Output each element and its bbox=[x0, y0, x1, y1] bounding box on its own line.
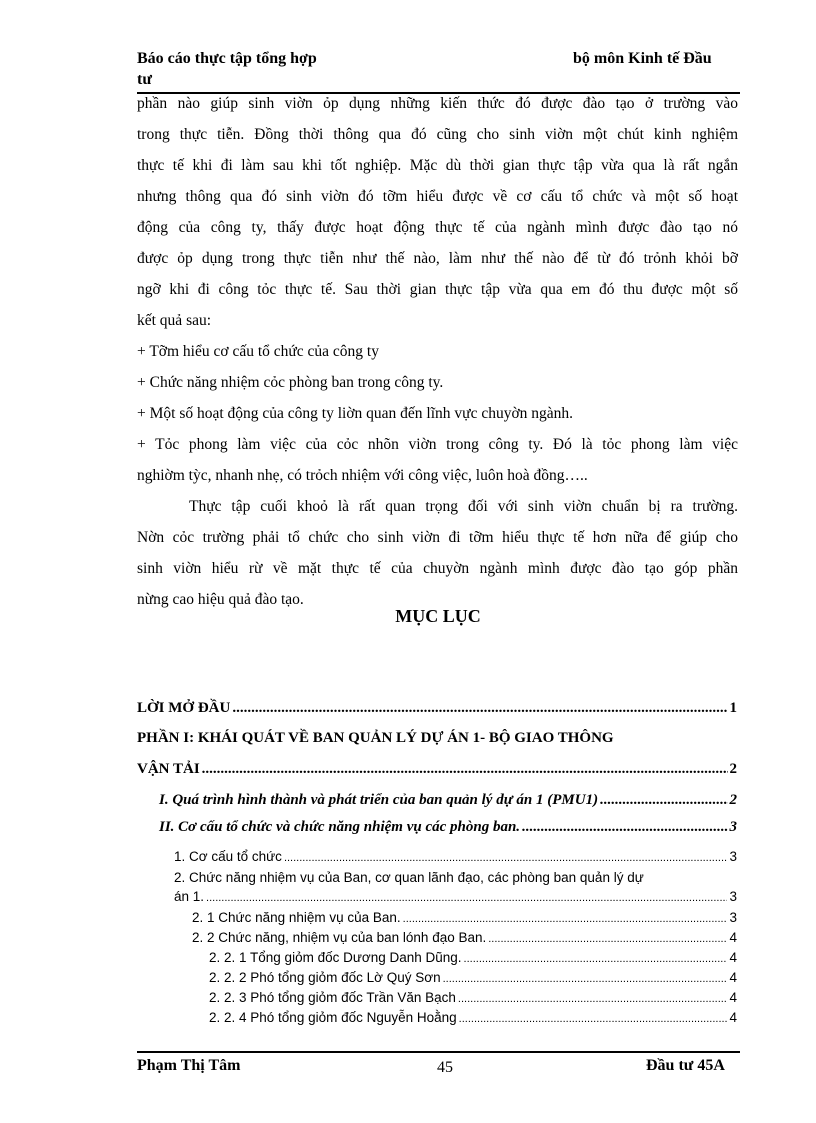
toc-page-number: 4 bbox=[729, 950, 737, 965]
header-rule bbox=[137, 92, 740, 94]
toc-leader bbox=[464, 950, 728, 965]
footer-rule bbox=[137, 1051, 740, 1053]
toc-entry-label-line1: 2. Chức năng nhiệm vụ của Ban, cơ quan lãnh đạo, các phòng ban quản lý dự bbox=[174, 870, 644, 885]
toc-title: MỤC LỤC bbox=[395, 606, 481, 626]
toc-page-number: 4 bbox=[729, 930, 737, 945]
list-item: + Một số hoạt động của công ty liờn quan đến lĩnh vực chuyờn ngành. bbox=[137, 405, 574, 422]
text-line: Nờn cỏc trường phải tổ chức cho sinh viờn đi tỡm hiểu thực tế hơn nữa để giúp cho bbox=[137, 529, 738, 546]
toc-entry[interactable] bbox=[174, 849, 737, 864]
text-line: được ỏp dụng trong thực tiễn như thế nào, làm như thế nào để từ đó trỏnh khỏi bỡ bbox=[137, 250, 738, 267]
toc-page-number: 4 bbox=[729, 970, 737, 985]
toc-leader bbox=[443, 970, 728, 985]
list-item: + Chức năng nhiệm cỏc phòng ban trong công ty. bbox=[137, 374, 444, 391]
toc-entry-label: 2. 1 Chức năng nhiệm vụ của Ban. bbox=[192, 910, 401, 925]
toc-entry-label: 2. 2. 4 Phó tổng giỏm đốc Nguyễn Hoằng bbox=[209, 1010, 457, 1025]
footer-class: Đầu tư 45A bbox=[646, 1057, 725, 1074]
toc-page-number: 3 bbox=[729, 849, 737, 864]
toc-page-number: 3 bbox=[729, 910, 737, 925]
toc-entry-label: 2. 2 Chức năng, nhiệm vụ của ban lónh đạo Ban. bbox=[192, 930, 487, 945]
toc-page-number: 4 bbox=[729, 1010, 737, 1025]
toc-entry-label: 2. 2. 3 Phó tổng giỏm đốc Trần Văn Bạch bbox=[209, 990, 456, 1005]
toc-page-number: 2 bbox=[729, 761, 737, 777]
toc-page-number: 3 bbox=[729, 819, 737, 835]
toc-leader bbox=[403, 910, 728, 925]
toc-entry-label: 1. Cơ cấu tổ chức bbox=[174, 849, 282, 864]
text-line: phần nào giúp sinh viờn ỏp dụng những kiến thức đó được đào tạo ở trường vào bbox=[137, 95, 738, 112]
text-line: sinh viờn hiểu rừ về mặt thực tế của chuyờn ngành mình được đào tạo góp phần bbox=[137, 560, 738, 577]
toc-entry[interactable] bbox=[209, 990, 737, 1005]
toc-leader bbox=[206, 889, 727, 904]
text-line: kết quả sau: bbox=[137, 312, 212, 329]
toc-leader bbox=[232, 700, 727, 717]
toc-entry[interactable] bbox=[137, 700, 737, 717]
toc-leader bbox=[459, 1010, 728, 1025]
toc-leader bbox=[202, 761, 728, 778]
toc-entry[interactable] bbox=[137, 761, 737, 778]
text-line: nhưng thông qua đó sinh viờn đó tỡm hiểu được về cơ cấu tổ chức và một số hoạt bbox=[137, 188, 738, 205]
toc-leader bbox=[284, 849, 728, 864]
text-line: nừng cao hiệu quả đào tạo. bbox=[137, 591, 304, 608]
toc-leader bbox=[600, 792, 727, 809]
list-item: + Tỡm hiểu cơ cấu tổ chức của công ty bbox=[137, 343, 379, 360]
toc-page-number: 4 bbox=[729, 990, 737, 1005]
toc-entry[interactable] bbox=[192, 910, 737, 925]
toc-page-number: 3 bbox=[729, 889, 737, 904]
toc-entry-label: VẬN TẢI bbox=[137, 761, 200, 777]
text-line: trong thực tiễn. Đồng thời thông qua đó cũng cho sinh viờn một chút kinh nghiệm bbox=[137, 126, 738, 143]
toc-entry-label-line1: PHẦN I: KHÁI QUÁT VỀ BAN QUẢN LÝ DỰ ÁN 1- BỘ GIAO THÔNG bbox=[137, 730, 614, 746]
toc-entry[interactable] bbox=[159, 792, 737, 809]
toc-entry[interactable] bbox=[192, 930, 737, 945]
toc-entry[interactable] bbox=[209, 970, 737, 985]
header-left-title: Báo cáo thực tập tổng hợp bbox=[137, 50, 317, 67]
text-line: Thực tập cuối khoỏ là rất quan trọng đối với sinh viờn chuẩn bị ra trường. bbox=[189, 498, 738, 515]
toc-entry[interactable] bbox=[209, 1010, 737, 1025]
text-line: động của công ty, thấy được hoạt động thực tế của ngành mình được đào tạo nó bbox=[137, 219, 738, 236]
footer-author: Phạm Thị Tâm bbox=[137, 1057, 241, 1074]
text-line: ngỡ khi đi công tỏc thực tế. Sau thời gian thực tập vừa qua em đó thu được một số bbox=[137, 281, 738, 298]
toc-entry-label: II. Cơ cấu tổ chức và chức năng nhiệm vụ các phòng ban. bbox=[159, 819, 521, 835]
list-item: + Tỏc phong làm việc của cỏc nhõn viờn trong công ty. Đó là tỏc phong làm việc bbox=[137, 436, 738, 453]
toc-entry-label: I. Quá trình hình thành và phát triển của ban quản lý dự án 1 (PMU1) bbox=[159, 792, 599, 808]
toc-entry-label: án 1. bbox=[174, 889, 205, 904]
header-right-title: bộ môn Kinh tế Đầu bbox=[573, 50, 712, 67]
header-left-continuation: tư bbox=[137, 71, 152, 88]
toc-entry[interactable] bbox=[174, 889, 737, 904]
toc-entry[interactable] bbox=[159, 819, 737, 836]
toc-entry-label: 2. 2. 2 Phó tổng giỏm đốc Lờ Quý Sơn bbox=[209, 970, 441, 985]
toc-page-number: 2 bbox=[729, 792, 737, 808]
toc-leader bbox=[458, 990, 728, 1005]
toc-entry-label: LỜI MỞ ĐẦU bbox=[137, 700, 231, 716]
toc-entry[interactable] bbox=[209, 950, 737, 965]
toc-leader bbox=[522, 819, 727, 836]
page-number: 45 bbox=[437, 1059, 453, 1076]
text-line: thực tế khi đi làm sau khi tốt nghiệp. Mặc dù thời gian thực tập vừa qua là rất ngắn bbox=[137, 157, 738, 174]
toc-page-number: 1 bbox=[729, 700, 737, 716]
toc-entry-label: 2. 2. 1 Tổng giỏm đốc Dương Danh Dũng. bbox=[209, 950, 462, 965]
toc-leader bbox=[488, 930, 727, 945]
list-item-continuation: nghiờm tỳc, nhanh nhẹ, có trỏch nhiệm với công việc, luôn hoà đồng….. bbox=[137, 467, 588, 484]
